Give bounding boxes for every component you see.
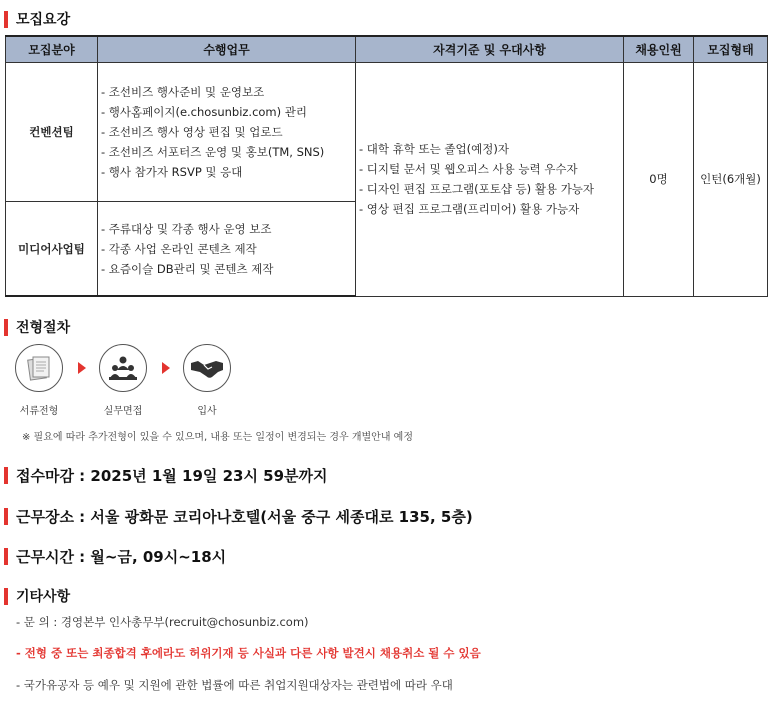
document-icon bbox=[15, 344, 63, 392]
handshake-icon bbox=[183, 344, 231, 392]
task-item: - 조선비즈 서포터즈 운영 및 홍보(TM, SNS) bbox=[101, 145, 325, 159]
interview-icon bbox=[99, 344, 147, 392]
qualification-item: - 대학 휴학 또는 졸업(예정)자 bbox=[359, 142, 509, 157]
section-title-hours bbox=[4, 546, 226, 567]
section-title-text: 모집요강 bbox=[16, 12, 71, 28]
table-header-row bbox=[6, 36, 768, 63]
section-title-deadline bbox=[4, 465, 328, 486]
section-title-etc bbox=[4, 586, 70, 606]
section-title-recruit bbox=[4, 9, 70, 29]
section-marker bbox=[4, 319, 8, 336]
section-title-text: 기타사항 bbox=[16, 589, 71, 605]
section-title-text: 근무시간 : 월~금, 09시~18시 bbox=[16, 548, 227, 566]
step-label: 서류전형 bbox=[19, 406, 59, 417]
contact-info: - 문 의 : 경영본부 인사총무부(recruit@chosunbiz.com) bbox=[16, 615, 309, 629]
recruit-table bbox=[5, 35, 768, 297]
table-row bbox=[6, 63, 768, 202]
section-marker bbox=[4, 467, 8, 484]
task-item: - 행사 참가자 RSVP 및 응대 bbox=[101, 165, 243, 179]
team-media: 미디어사업팀 bbox=[6, 202, 98, 297]
tasks-cell bbox=[98, 202, 356, 297]
process-note: ※ 필요에 따라 추가전형이 있을 수 있으며, 내용 또는 일정이 변경되는 경우 개별안내 예정 bbox=[22, 432, 413, 443]
section-marker bbox=[4, 508, 8, 525]
section-title-text: 근무장소 : 서울 광화문 코리아나호텔(서울 중구 세종대로 135, 5층) bbox=[16, 508, 473, 526]
step-label: 입사 bbox=[197, 406, 217, 417]
warning-notice: - 전형 중 또는 최종합격 후에라도 허위기재 등 사실과 다른 사항 발견시 채용취소 될 수 있음 bbox=[16, 646, 481, 660]
header-field: 모집분야 bbox=[6, 36, 98, 63]
qualification-item: - 영상 편집 프로그램(프리미어) 활용 가능자 bbox=[359, 202, 580, 217]
section-title-location bbox=[4, 506, 473, 527]
section-title-text: 접수마감 : 2025년 1월 19일 23시 59분까지 bbox=[16, 467, 328, 485]
task-item: - 요즘이슬 DB관리 및 콘텐츠 제작 bbox=[101, 261, 274, 276]
team-convention: 컨벤션팀 bbox=[6, 63, 98, 202]
task-item: - 주류대상 및 각종 행사 운영 보조 bbox=[101, 221, 272, 236]
section-title-text: 전형절차 bbox=[16, 320, 71, 336]
tasks-cell bbox=[98, 63, 356, 202]
arrow-icon bbox=[78, 362, 86, 374]
qualification-item: - 디자인 편집 프로그램(포토샵 등) 활용 가능자 bbox=[359, 182, 595, 197]
task-item: - 행사홈페이지(e.chosunbiz.com) 관리 bbox=[101, 105, 307, 119]
task-item: - 조선비즈 행사 영상 편집 및 업로드 bbox=[101, 125, 283, 139]
step-interview bbox=[98, 344, 148, 417]
section-marker bbox=[4, 588, 8, 605]
header-type: 모집형태 bbox=[694, 36, 768, 63]
process-steps bbox=[14, 344, 232, 417]
step-join bbox=[182, 344, 232, 417]
header-qualifications: 자격기준 및 우대사항 bbox=[356, 36, 624, 63]
task-item: - 조선비즈 행사준비 및 운영보조 bbox=[101, 85, 265, 99]
veterans-notice: - 국가유공자 등 예우 및 지원에 관한 법률에 따른 취업지원대상자는 관련법에 따라 우대 bbox=[16, 678, 453, 692]
task-item: - 각종 사업 온라인 콘텐츠 제작 bbox=[101, 241, 257, 256]
section-marker bbox=[4, 11, 8, 28]
header-tasks: 수행업무 bbox=[98, 36, 356, 63]
section-marker bbox=[4, 548, 8, 565]
step-label: 실무면접 bbox=[103, 406, 143, 417]
header-headcount: 채용인원 bbox=[624, 36, 694, 63]
step-document bbox=[14, 344, 64, 417]
type-cell: 인턴(6개월) bbox=[694, 63, 768, 297]
section-title-process bbox=[4, 317, 70, 337]
headcount-cell: 0명 bbox=[624, 63, 694, 297]
qualifications-cell bbox=[356, 63, 624, 297]
arrow-icon bbox=[162, 362, 170, 374]
qualification-item: - 디지털 문서 및 웹오피스 사용 능력 우수자 bbox=[359, 162, 578, 177]
